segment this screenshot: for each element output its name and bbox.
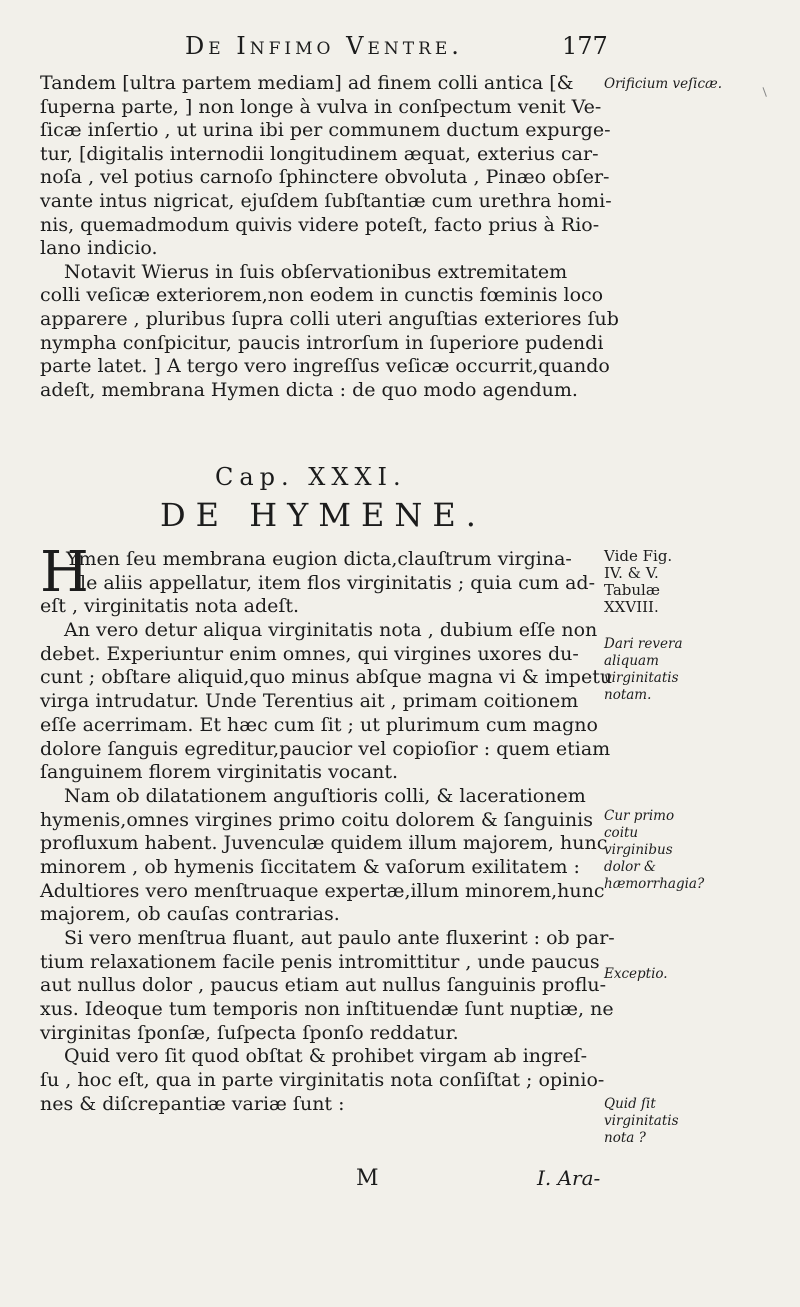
text-line: parte latet. ] A tergo vero ingreſſus veſicæ occurrit,quando <box>40 355 610 378</box>
text-line: tur, [digitalis internodii longitudinem æquat, exterius car- <box>40 142 599 165</box>
text-line: eſt , virginitatis nota adeſt. <box>40 595 300 618</box>
text-line: profluxum habent. Juvenculæ quidem illum majorem, hunc <box>40 832 608 855</box>
text-line: xus. Ideoque tum temporis non inſtituendæ ſunt nuptiæ, ne <box>40 998 614 1021</box>
text-line: dolore ſanguis egreditur,paucior vel copioſior : quem etiam <box>40 737 611 760</box>
text-line: noſa , vel potius carnoſo ſphinctere obvoluta , Pinæo obſer- <box>40 166 610 189</box>
text-line: apparere , pluribus ſupra colli uteri anguſtias exteriores ſub <box>40 307 619 330</box>
text-line: adeſt, membrana Hymen dicta : de quo modo agendum. <box>40 378 578 401</box>
running-head <box>0 30 800 64</box>
text-line: Adultiores vero menſtruaque expertæ,illum minorem,hunc <box>40 879 605 902</box>
text-line: ſuperna parte, ] non longe à vulva in conſpectum venit Ve- <box>40 95 602 118</box>
chapter-text <box>40 548 615 1117</box>
text-line: ſicæ inſertio , ut urina ibi per communem ductum expurge- <box>40 119 611 142</box>
page-footer <box>0 1166 800 1196</box>
text-line: tium relaxationem facile penis intromittitur , unde paucus <box>40 950 600 973</box>
margin-note: Quid ſit virginitatis nota ? <box>604 1096 679 1146</box>
text-line: Quid vero ſit quod obſtat & prohibet virgam ab ingreſ- <box>64 1045 587 1068</box>
page-number: 177 <box>562 32 608 60</box>
margin-note: Dari revera aliquam virginitatis notam. <box>604 636 683 703</box>
text-line: debet. Experiuntur enim omnes, qui virgines uxores du- <box>40 642 579 665</box>
text-line: Notavit Wierus in ſuis obſervationibus extremitatem <box>64 260 568 283</box>
text-line: An vero detur aliqua virginitatis nota , dubium eſſe non <box>64 619 598 642</box>
drop-capital: H <box>40 540 89 605</box>
running-head-title: De Infimo Ventre. <box>185 32 463 60</box>
margin-note: Orificium veſicæ. <box>604 76 722 92</box>
text-line: virginitas ſponſæ, ſuſpecta ſponſo reddatur. <box>40 1021 459 1044</box>
text-line: aut nullus dolor , paucus etiam aut nullus ſanguinis proflu- <box>40 974 607 997</box>
catchword: I. Ara- <box>537 1166 601 1190</box>
text-line: Si vero menſtrua fluant, aut paulo ante fluxerint : ob par- <box>64 927 615 949</box>
margin-note: Exceptio. <box>604 966 668 982</box>
text-line: hymenis,omnes virgines primo coitu dolorem & ſanguinis <box>40 808 593 831</box>
text-line: Ymen ſeu membrana eugion dicta,clauſtrum virgina- <box>66 548 572 570</box>
text-line: ſu , hoc eſt, qua in parte virginitatis nota conſiſtat ; opinio- <box>40 1069 605 1092</box>
text-line: colli veſicæ exteriorem,non eodem in cunctis fœminis loco <box>40 284 604 307</box>
text-line: nes & diſcrepantiæ variæ ſunt : <box>40 1092 345 1115</box>
text-line: lano indicio. <box>40 237 158 260</box>
text-line: nis, quemadmodum quivis videre poteſt, facto prius à Rio- <box>40 213 600 236</box>
text-line: virga intrudatur. Unde Terentius ait , primam coitionem <box>40 690 579 713</box>
text-line: Nam ob dilatationem anguſtioris colli, & lacerationem <box>64 784 586 807</box>
text-line: Tandem [ultra partem mediam] ad finem colli antica [& <box>40 72 574 94</box>
signature-mark: M <box>356 1166 379 1191</box>
text-line: le aliis appellatur, item flos virginitatis ; quia cum ad- <box>80 571 595 594</box>
text-line: eſſe acerrimam. Et hæc cum ſit ; ut plurimum cum magno <box>40 713 598 736</box>
section-a-text <box>40 72 619 402</box>
margin-note: Vide Fig. IV. & V. Tabulæ XXVIII. <box>604 547 673 616</box>
chapter-title: DE HYMENE. <box>160 496 486 534</box>
text-line: ſanguinem florem virginitatis vocant. <box>40 761 399 784</box>
text-line: minorem , ob hymenis ſiccitatem & vaſorum exilitatem : <box>40 855 580 878</box>
text-line: cunt ; obſtare aliquid,quo minus abſque magna vi & impetu <box>40 666 613 689</box>
text-line: majorem, ob cauſas contrarias. <box>40 903 340 926</box>
text-line: vante intus nigricat, ejuſdem ſubſtantiæ cum urethra homi- <box>40 189 612 212</box>
text-line: nympha conſpicitur, paucis introrſum in ſuperiore pudendi <box>40 331 604 354</box>
margin-note: Cur primo coitu virginibus dolor & hæmorrhagia? <box>604 808 705 892</box>
chapter-number: Cap. XXXI. <box>215 463 407 491</box>
